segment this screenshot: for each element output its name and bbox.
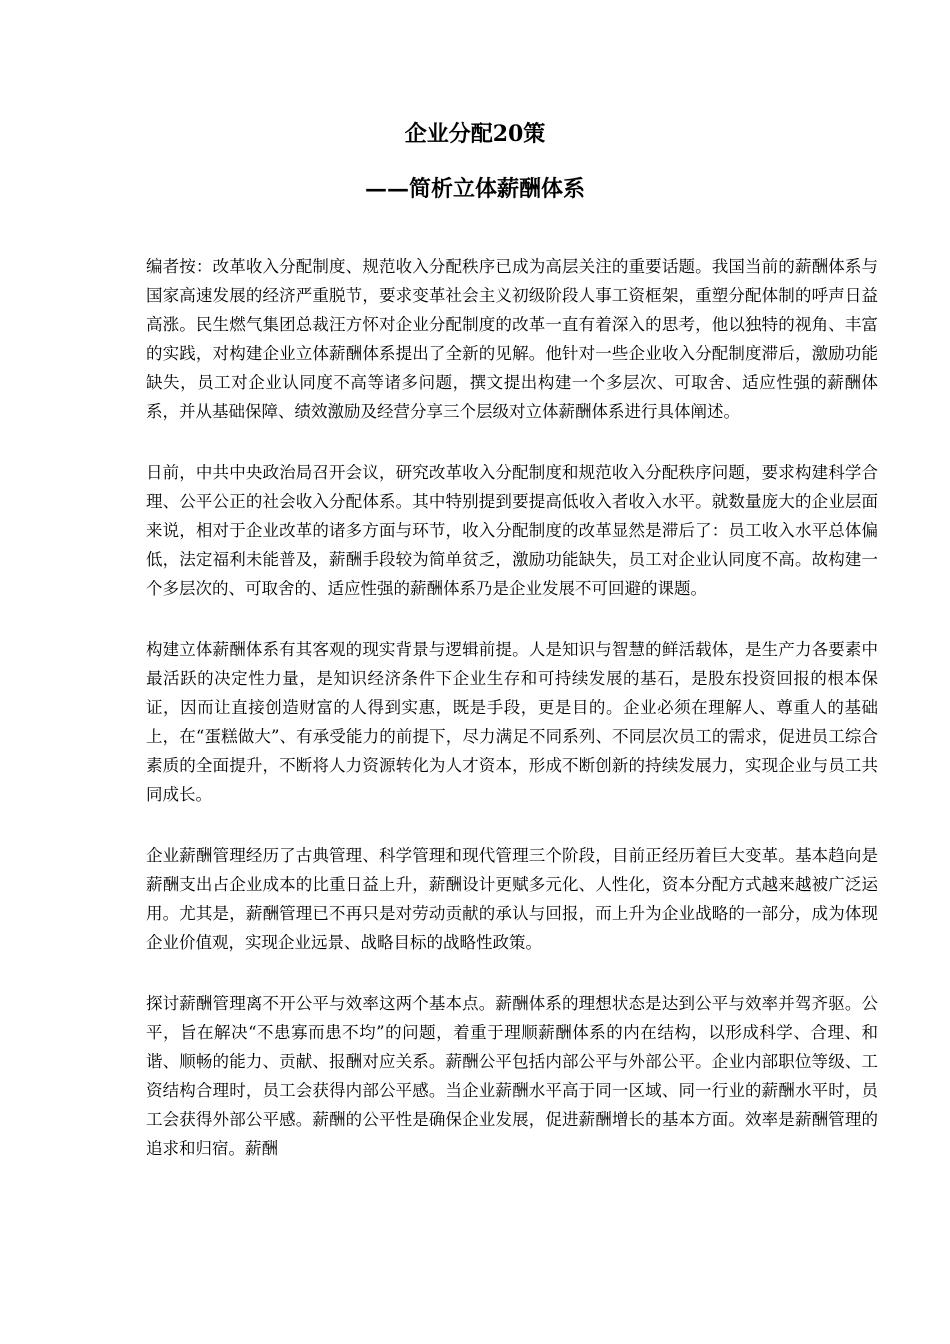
document-title: 企业分配20策: [404, 121, 546, 147]
paragraph-fairness-efficiency: 探讨薪酬管理离不开公平与效率这两个基本点。薪酬体系的理想状态是达到公平与效率并驾齐驱。公平，旨在解决“不患寡而患不均”的问题，着重于理顺薪酬体系的内在结构，以形成科学、合理、和谐、顺畅的能力、贡献、报酬对应关系。薪酬公平包括内部公平与外部公平。企业内部职位等级、工资结构合理时，员工会获得内部公平感。当企业薪酬水平高于同一区域、同一行业的薪酬水平时，员工会获得外部公平感。薪酬的公平性是确保企业发展，促进薪酬增长的基本方面。效率是薪酬管理的追求和归宿。薪酬: [146, 994, 878, 1158]
document-body: [146, 252, 878, 1195]
paragraph-background: 构建立体薪酬体系有其客观的现实背景与逻辑前提。人是知识与智慧的鲜活载体，是生产力各要素中最活跃的决定性力量，是知识经济条件下企业生存和可持续发展的基石，是股东投资回报的根本保证，因而让直接创造财富的人得到实惠，既是手段，更是目的。企业必须在理解人、尊重人的基础上，在“蛋糕做大”、有承受能力的前提下，尽力满足不同系列、不同层次员工的需求，促进员工综合素质的全面提升，不断将人力资源转化为人才资本，形成不断创新的持续发展力，实现企业与员工共同成长。: [146, 640, 878, 804]
paragraph-management-stages: 企业薪酬管理经历了古典管理、科学管理和现代管理三个阶段，目前正经历着巨大变革。基本趋向是薪酬支出占企业成本的比重日益上升，薪酬设计更赋多元化、人性化，资本分配方式越来越被广泛运用。尤其是，薪酬管理已不再只是对劳动贡献的承认与回报，而上升为企业战略的一部分，成为体现企业价值观，实现企业远景、战略目标的战略性政策。: [146, 846, 878, 952]
document-subtitle: ——简析立体薪酬体系: [364, 176, 585, 202]
paragraph-editor-note: 编者按：改革收入分配制度、规范收入分配秩序已成为高层关注的重要话题。我国当前的薪酬体系与国家高速发展的经济严重脱节，要求变革社会主义初级阶段人事工资框架，重塑分配体制的呼声日益高涨。民生燃气集团总裁汪方怀对企业分配制度的改革一直有着深入的思考，他以独特的视角、丰富的实践，对构建企业立体薪酬体系提出了全新的见解。他针对一些企业收入分配制度滞后，激励功能缺失，员工对企业认同度不高等诸多问题，撰文提出构建一个多层次、可取舍、适应性强的薪酬体系，并从基础保障、绩效激励及经营分享三个层级对立体薪酬体系进行具体阐述。: [146, 257, 878, 421]
paragraph-politburo-meeting: 日前，中共中央政治局召开会议，研究改革收入分配制度和规范收入分配秩序问题，要求构建科学合理、公平公正的社会收入分配体系。其中特别提到要提高低收入者收入水平。就数量庞大的企业层面来说，相对于企业改革的诸多方面与环节，收入分配制度的改革显然是滞后了：员工收入水平总体偏低，法定福利未能普及，薪酬手段较为简单贫乏，激励功能缺失，员工对企业认同度不高。故构建一个多层次的、可取舍的、适应性强的薪酬体系乃是企业发展不可回避的课题。: [146, 463, 878, 598]
